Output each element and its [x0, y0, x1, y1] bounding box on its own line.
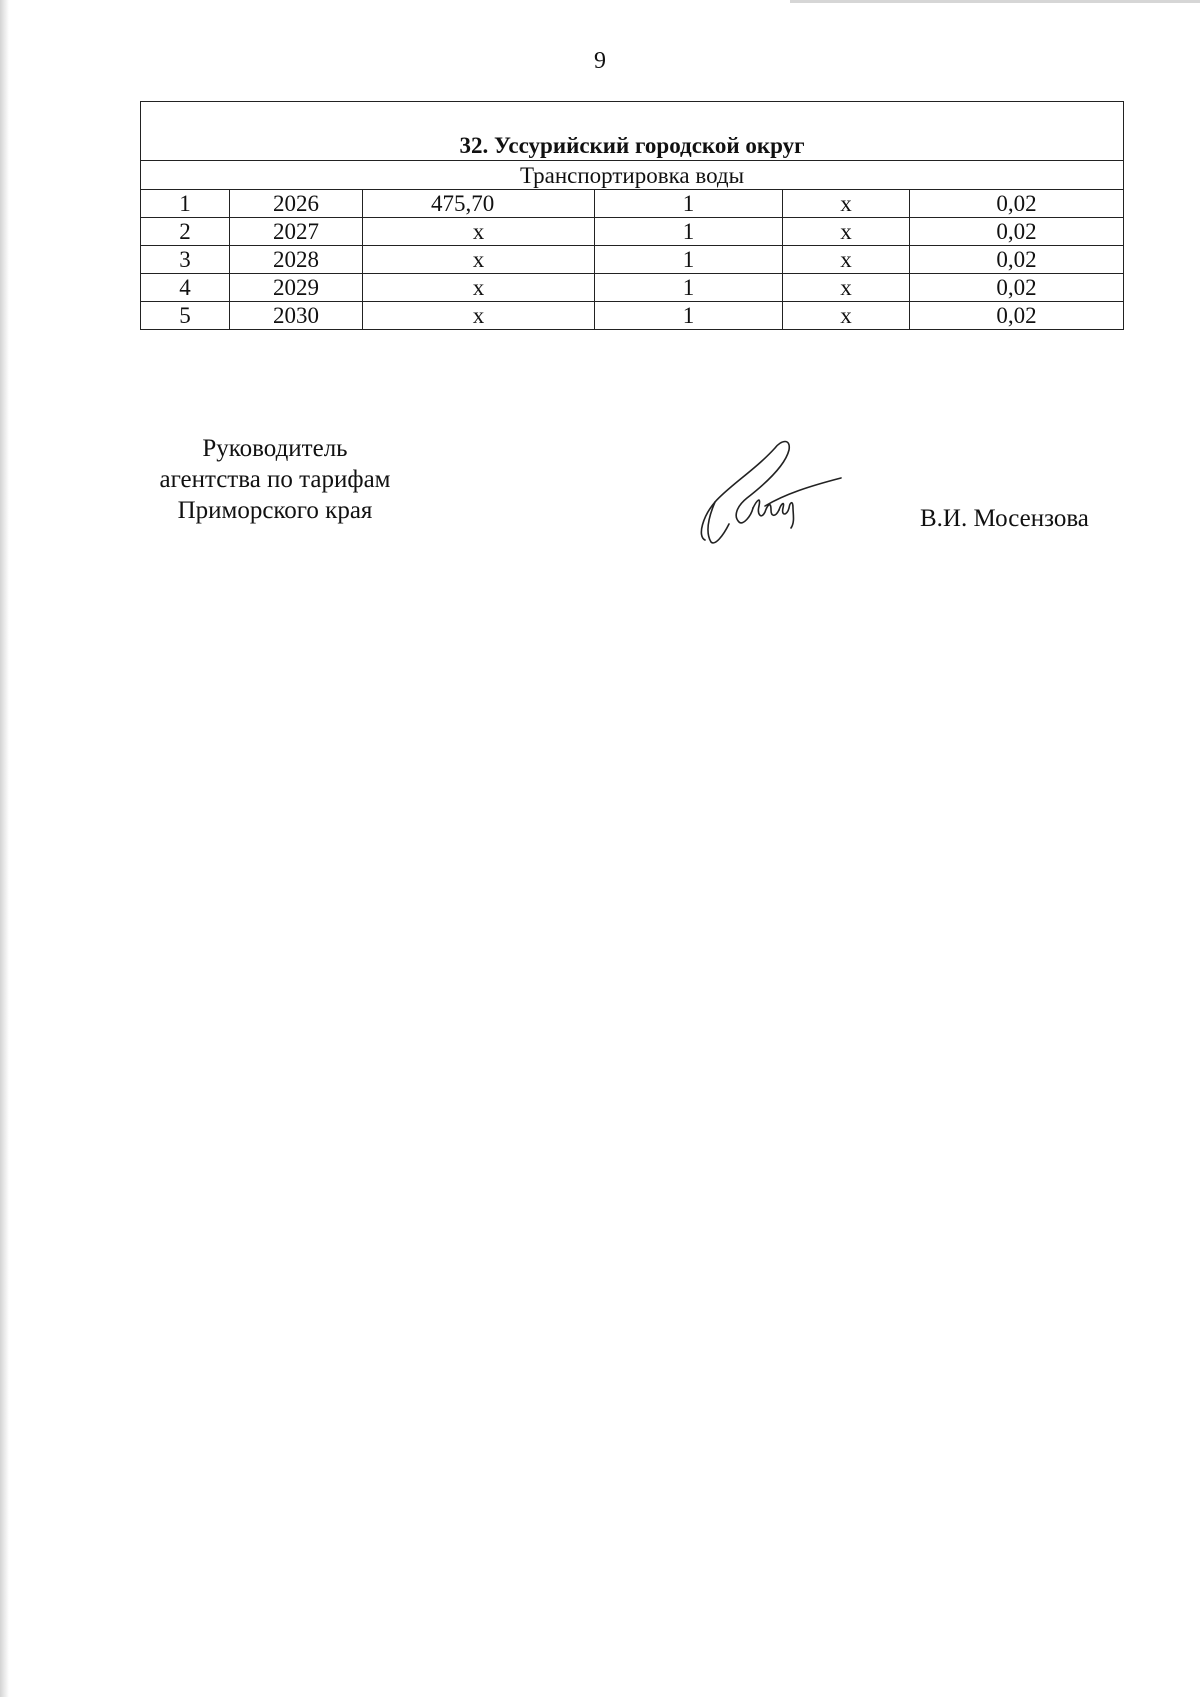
cell-year: 2027: [230, 218, 363, 246]
signatory-title-line: агентства по тарифам: [159, 466, 391, 493]
cell-col4: 1: [595, 302, 783, 330]
cell-num: 3: [141, 246, 230, 274]
table-row: [141, 246, 1124, 274]
cell-col6: 0,02: [910, 274, 1124, 302]
section-subtitle-row: [141, 161, 1124, 190]
cell-col6: 0,02: [910, 218, 1124, 246]
scan-edge-left: [0, 0, 9, 1697]
signer-name: В.И. Мосензова: [920, 505, 1089, 532]
cell-num: 2: [141, 218, 230, 246]
cell-col5: х: [783, 218, 910, 246]
section-title-row: [141, 102, 1124, 161]
cell-num: 4: [141, 274, 230, 302]
cell-year: 2030: [230, 302, 363, 330]
cell-col6: 0,02: [910, 246, 1124, 274]
section-title: 32. Уссурийский городской округ: [141, 102, 1124, 161]
signatory-title: [140, 433, 410, 526]
signatory-title-line: Руководитель: [202, 435, 348, 462]
cell-col3: х: [363, 218, 595, 246]
table-row: [141, 190, 1124, 218]
cell-col4: 1: [595, 218, 783, 246]
cell-col3: х: [363, 274, 595, 302]
scan-edge-top: [790, 0, 1200, 3]
cell-year: 2028: [230, 246, 363, 274]
handwritten-signature: [695, 436, 845, 548]
cell-col5: х: [783, 302, 910, 330]
cell-col3: 475,70: [363, 190, 595, 218]
cell-col5: х: [783, 274, 910, 302]
cell-num: 5: [141, 302, 230, 330]
cell-year: 2026: [230, 190, 363, 218]
page-number: 9: [594, 48, 606, 74]
cell-year: 2029: [230, 274, 363, 302]
cell-col4: 1: [595, 246, 783, 274]
signatory-title-line: Приморского края: [177, 497, 373, 524]
tariff-table: [140, 101, 1124, 330]
cell-col6: 0,02: [910, 190, 1124, 218]
cell-col5: х: [783, 190, 910, 218]
cell-col4: 1: [595, 274, 783, 302]
cell-col5: х: [783, 246, 910, 274]
table-row: [141, 274, 1124, 302]
cell-col3: х: [363, 246, 595, 274]
section-subtitle: Транспортировка воды: [141, 161, 1124, 190]
cell-num: 1: [141, 190, 230, 218]
cell-col3: х: [363, 302, 595, 330]
cell-col4: 1: [595, 190, 783, 218]
table-row: [141, 218, 1124, 246]
table-row: [141, 302, 1124, 330]
cell-col6: 0,02: [910, 302, 1124, 330]
